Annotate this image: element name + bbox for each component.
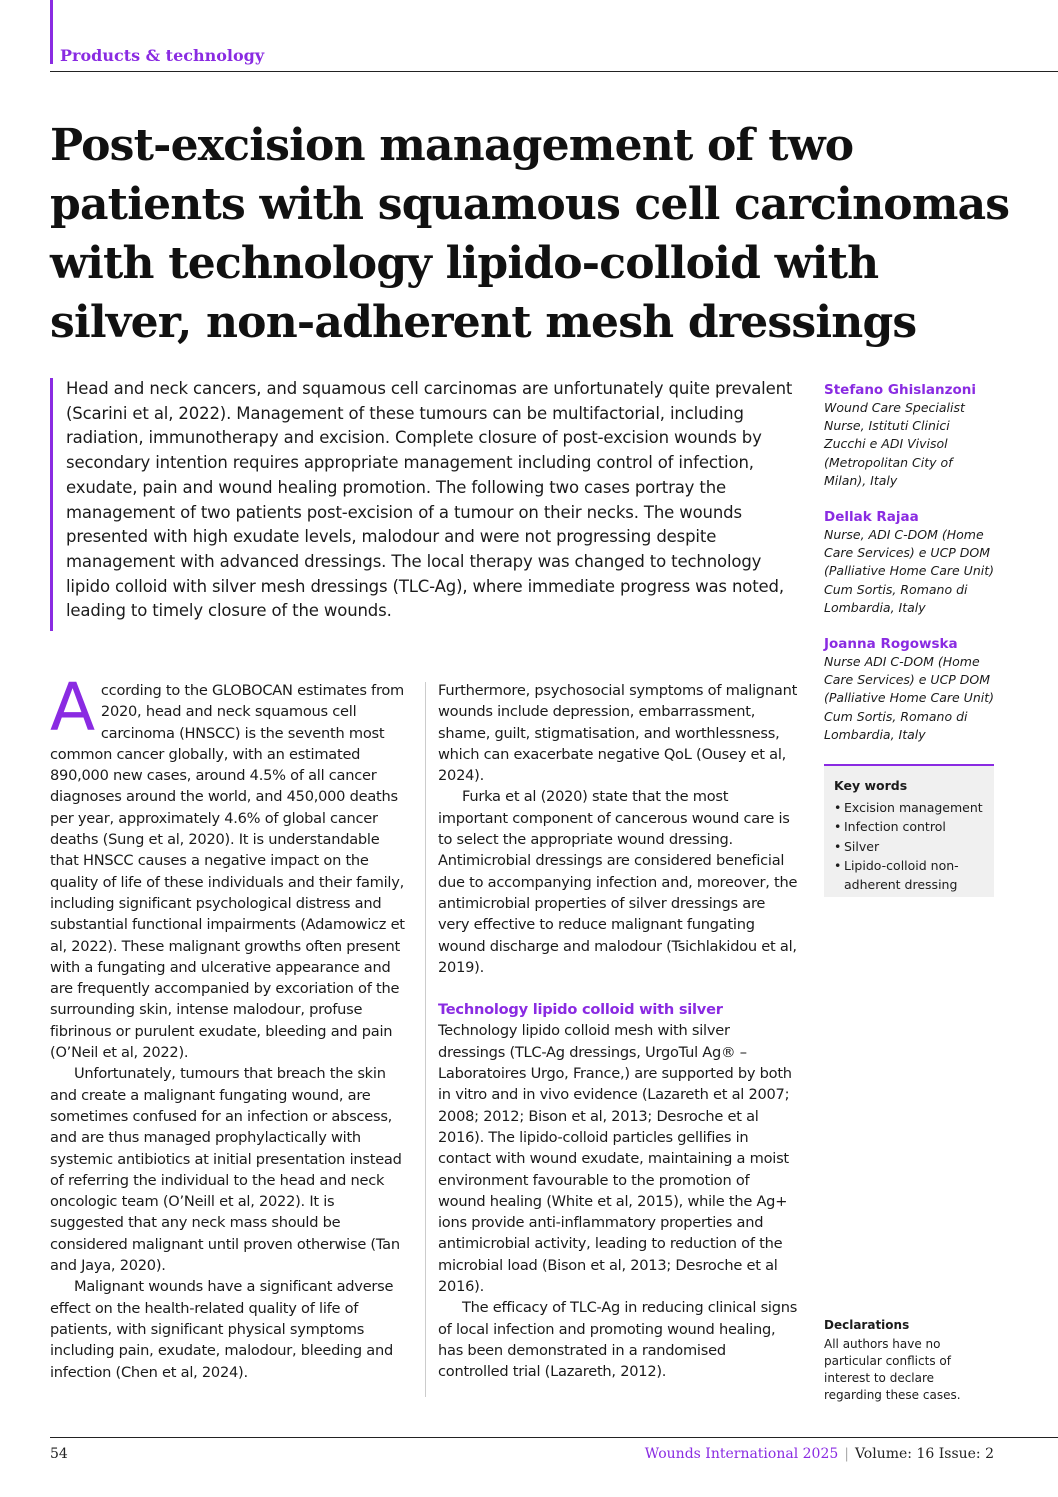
keyword-item: • Excision management xyxy=(834,798,994,817)
journal-issue: Volume: 16 Issue: 2 xyxy=(854,1446,994,1462)
header-rule xyxy=(50,71,1058,72)
footer-rule xyxy=(50,1437,1058,1438)
page-number: 54 xyxy=(50,1446,68,1462)
body-column-left xyxy=(50,669,412,1383)
keyword-item: • Lipido-colloid non-adherent dressing xyxy=(834,856,994,895)
body-paragraph xyxy=(50,669,412,1063)
abstract-accent-bar xyxy=(50,378,53,631)
keyword-item: • Silver xyxy=(834,837,994,856)
footer-citation xyxy=(645,1446,994,1462)
author-affiliation: Nurse, ADI C-DOM (Home Care Services) e UCP DOM (Palliative Home Care Unit) Cum Sortis, Romano di Lombardia, Italy xyxy=(824,527,994,615)
author-name: Dellak Rajaa xyxy=(824,509,919,526)
keyword-item: • Infection control xyxy=(834,817,994,836)
author-affiliation: Wound Care Specialist Nurse, Istituti Clinici Zucchi e ADI Vivisol (Metropolitan City of Milan), Italy xyxy=(824,400,965,488)
body-column-right xyxy=(438,680,798,1383)
keywords-title: Key words xyxy=(834,778,908,793)
author-name: Stefano Ghislanzoni xyxy=(824,382,976,398)
declarations-text: All authors have no particular conflicts of interest to declare regarding these cases. xyxy=(824,1337,961,1402)
declarations-box xyxy=(824,1317,994,1404)
keywords-box xyxy=(824,764,994,897)
body-paragraph: Furka et al (2020) state that the most important component of cancerous wound care is to select the appropriate wound dressing. Antimicrobial dressings are considered beneficial due to accompanying infection and, moreover, the antimicrobial properties of silver dressings are very effective to reduce malignant fungating wound discharge and malodour (Tsichlakidou et al, 2019). xyxy=(438,788,798,976)
body-paragraph: Furthermore, psychosocial symptoms of malignant wounds include depression, embarrassment, shame, guilt, stigmatisation, and worthlessness, which can exacerbate negative QoL (Ousey et al, 2024). xyxy=(438,682,798,785)
author-name: Joanna Rogowska xyxy=(824,636,958,653)
footer-separator: | xyxy=(844,1446,849,1462)
body-paragraph: The efficacy of TLC-Ag in reducing clinical signs of local infection and promoting wound healing, has been demonstrated in a randomised controlled trial (Lazareth, 2012). xyxy=(438,1299,798,1381)
declarations-title: Declarations xyxy=(824,1318,910,1332)
author-affiliation: Nurse ADI C-DOM (Home Care Services) e UCP DOM (Palliative Home Care Unit) Cum Sortis, Romano di Lombardia, Italy xyxy=(824,654,994,742)
body-paragraph: Unfortunately, tumours that breach the skin and create a malignant fungating wound, are sometimes confused for an infection or abscess, and are thus managed prophylactically with systemic antibiotics at initial presentation instead of referring the individual to the head and neck oncologic team (O’Neill et al, 2022). It is suggested that any neck mass should be considered malignant until proven otherwise (Tan and Jaya, 2020). xyxy=(50,1065,402,1275)
section-label: Products & technology xyxy=(60,46,265,65)
abstract-text: Head and neck cancers, and squamous cell carcinomas are unfortunately quite prevalent (Scarini et al, 2022). Management of these tumours can be multifactorial, including radiation, immunotherapy and excision. Complete closure of post-excision wounds by secondary intention requires appropriate management including control of infection, exudate, pain and wound healing promotion. The following two cases portray the management of two patients post-excision of a tumour on their necks. The wounds presented with high exudate levels, malodour and were not progressing despite management with advanced dressings. The local therapy was changed to technology lipido colloid with silver mesh dressings (TLC-Ag), where immediate progress was noted, leading to timely closure of the wounds. xyxy=(66,379,793,621)
drop-cap: A xyxy=(50,669,95,746)
body-paragraph: Malignant wounds have a significant adverse effect on the health-related quality of life of patients, with significant physical symptoms including pain, exudate, malodour, bleeding and infection (Chen et al, 2024). xyxy=(50,1278,394,1381)
article-title: Post-excision management of two patients with squamous cell carcinomas with technology lipido-colloid with silver, non-adherent mesh dressings xyxy=(50,120,1010,348)
journal-name: Wounds International 2025 xyxy=(644,1446,839,1462)
author-list xyxy=(824,381,994,762)
column-divider xyxy=(425,682,426,1397)
section-heading: Technology lipido colloid with silver xyxy=(438,1001,723,1019)
keywords-list xyxy=(824,798,994,894)
body-paragraph: Technology lipido colloid mesh with silver dressings (TLC-Ag dressings, UrgoTul Ag® – Laboratoires Urgo, France,) are supported by both in vitro and in vivo evidence (Lazareth et al 2007; 2008; 2012; Bison et al, 2013; Desroche et al 2016). The lipido-colloid particles gellifies in contact with wound exudate, maintaining a moist environment favourable to the promotion of wound healing (White et al, 2015), while the Ag+ ions provide anti-inflammatory properties and antimicrobial activity, leading to reduction of the microbial load (Bison et al, 2013; Desroche et al 2016). xyxy=(438,1022,792,1296)
header-accent-bar xyxy=(50,0,53,64)
body-paragraph-text: ccording to the GLOBOCAN estimates from 2020, head and neck squamous cell carcinoma (HNSCC) is the seventh most common cancer globally, with an estimated 890,000 new cases, around 4.5% of all cancer diagnoses around the world, and 450,000 deaths per year, approximately 4.6% of global cancer deaths (Sung et al, 2020). It is understandable that HNSCC causes a negative impact on the quality of life of these individuals and their family, including significant psychological distress and substantial functional impairments (Adamowicz et al, 2022). These malignant growths often present with a fungating and ulcerative appearance and are frequently accompanied by excoriation of the surrounding skin, intense malodour, profuse fibrinous or purulent exudate, bleeding and pain (O’Neil et al, 2022). xyxy=(50,682,405,1062)
